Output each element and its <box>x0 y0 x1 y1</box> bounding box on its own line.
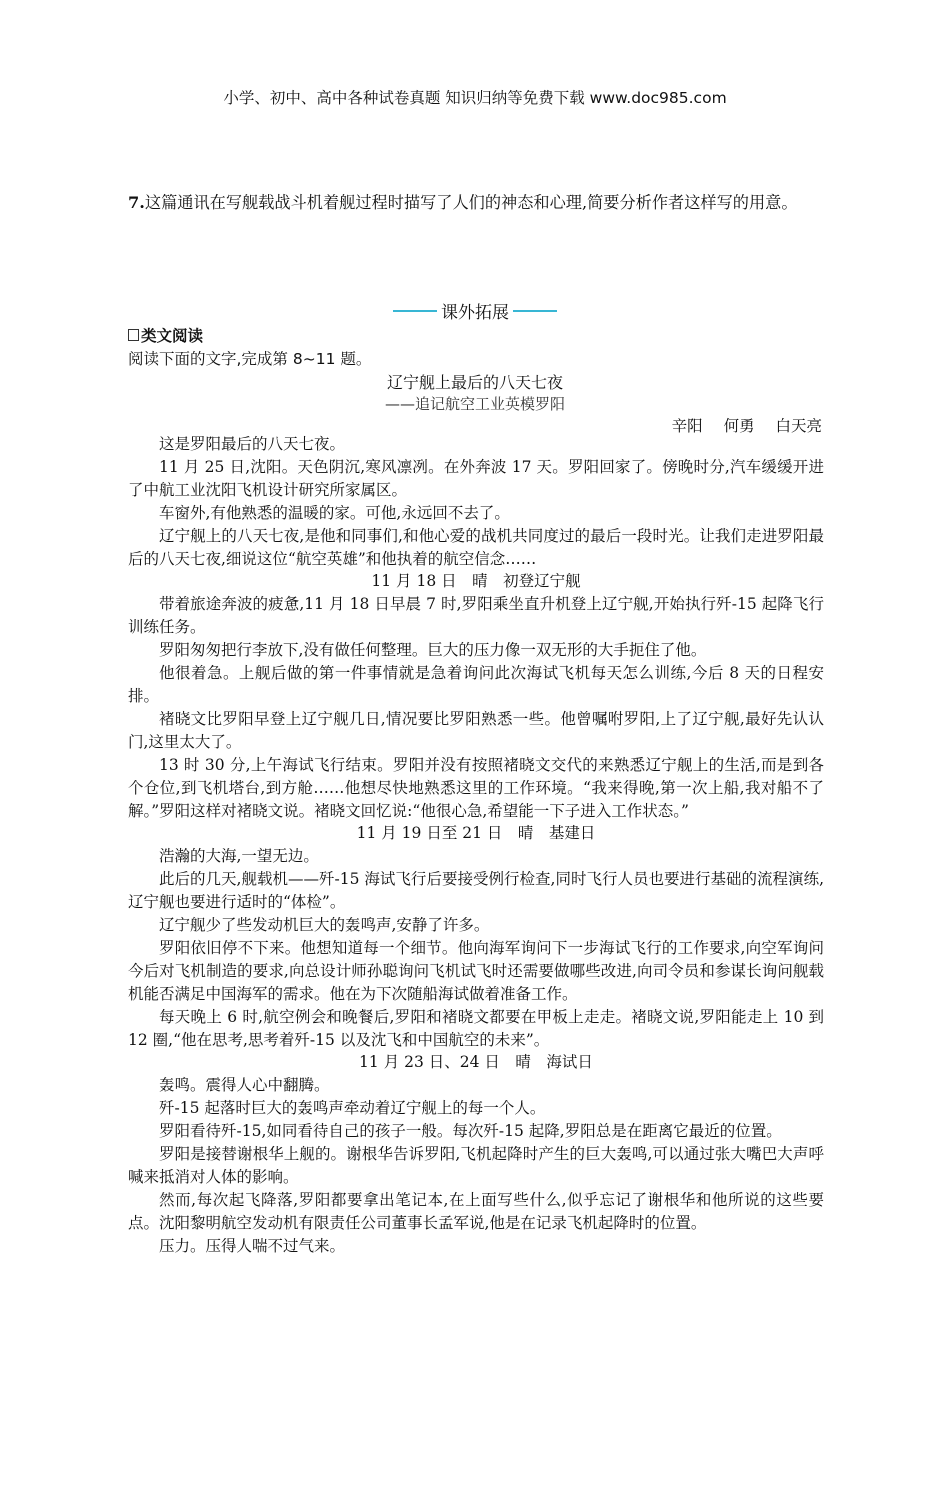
paragraph: 罗阳看待歼-15,如同看待自己的孩子一般。每次歼-15 起降,罗阳总是在距离它最近的位置。 <box>159 1122 782 1141</box>
paragraph: 罗阳是接替谢根华上舰的。谢根华告诉罗阳,飞机起降时产生的巨大轰鸣,可以通过张大嘴巴大声呼喊来抵消对人体的影响。 <box>128 1145 824 1186</box>
article-subtitle: ——追记航空工业英模罗阳 <box>384 395 565 413</box>
date-heading: 11 月 23 日、24 日 晴 海试日 <box>359 1053 593 1072</box>
paragraph: 罗阳依旧停不下来。他想知道每一个细节。他向海军询问下一步海试飞行的工作要求,向空军询问今后对飞机制造的要求,向总设计师孙聪询问飞机试飞时还需要做哪些改进,向司令员和参谋长询问舰载机能否满足中国海军的需求。他在为下次随船海试做着准备工作。 <box>128 938 824 1003</box>
paragraph: 轰鸣。震得人心中翻腾。 <box>159 1076 330 1095</box>
section-heading <box>0 298 950 323</box>
square-icon <box>128 329 139 341</box>
date-heading: 11 月 18 日 晴 初登辽宁舰 <box>371 572 581 591</box>
paragraph: 车窗外,有他熟悉的温暖的家。可他,永远回不去了。 <box>159 503 510 522</box>
paragraph: 浩瀚的大海,一望无边。 <box>159 847 319 866</box>
article-body <box>128 433 824 1258</box>
paragraph: 带着旅途奔波的疲惫,11 月 18 日早晨 7 时,罗阳乘坐直升机登上辽宁舰,开始执行歼-15 起降飞行训练任务。 <box>128 595 824 637</box>
article-title: 辽宁舰上最后的八天七夜 <box>386 373 563 392</box>
paragraph: 压力。压得人喘不过气来。 <box>159 1236 346 1255</box>
paragraph: 辽宁舰少了些发动机巨大的轰鸣声,安静了许多。 <box>159 916 490 935</box>
paragraph: 13 时 30 分,上午海试飞行结束。罗阳并没有按照褚晓文交代的来熟悉辽宁舰上的生活,而是到各个仓位,到飞机塔台,到方舱……他想尽快地熟悉这里的工作环境。“我来得晚,第一次上船,我对船不了解。”罗阳这样对褚晓文说。褚晓文回忆说:“他很心急,希望能一下子进入工作状态。” <box>128 755 824 820</box>
question-7 <box>128 191 828 215</box>
section-title: 课外拓展 <box>441 303 509 323</box>
paragraph: 罗阳匆匆把行李放下,没有做任何整理。巨大的压力像一双无形的大手扼住了他。 <box>159 641 707 660</box>
paragraph: 他很着急。上舰后做的第一件事情就是急着询问此次海试飞机每天怎么训练,今后 8 天的日程安排。 <box>128 664 824 705</box>
paragraph: 此后的几天,舰载机——歼-15 海试飞行后要接受例行检查,同时飞行人员也要进行基础的流程演练,辽宁舰也要进行适时的“体检”。 <box>128 870 824 912</box>
paragraph: 这是罗阳最后的八天七夜。 <box>159 435 346 453</box>
paragraph: 然而,每次起飞降落,罗阳都要拿出笔记本,在上面写些什么,似乎忘记了谢根华和他所说的这些要点。沈阳黎明航空发动机有限责任公司董事长孟军说,他是在记录飞机起降时的位置。 <box>128 1190 824 1232</box>
article-authors: 辛阳 何勇 白天亮 <box>671 417 822 435</box>
subsection-title: 类文阅读 <box>141 327 204 345</box>
paragraph: 褚晓文比罗阳早登上辽宁舰几日,情况要比罗阳熟悉一些。他曾嘱咐罗阳,上了辽宁舰,最好先认认门,这里太大了。 <box>128 709 824 751</box>
question-number: 7. <box>128 193 145 212</box>
paragraph: 11 月 25 日,沈阳。天色阴沉,寒风凛冽。在外奔波 17 天。罗阳回家了。傍晚时分,汽车缓缓开进了中航工业沈阳飞机设计研究所家属区。 <box>128 457 824 499</box>
heading-rule-left <box>393 310 437 312</box>
paragraph: 歼-15 起落时巨大的轰鸣声牵动着辽宁舰上的每一个人。 <box>159 1099 546 1118</box>
subsection-heading <box>128 324 203 346</box>
heading-rule-right <box>513 310 557 312</box>
date-heading: 11 月 19 日至 21 日 晴 基建日 <box>356 824 596 843</box>
question-text: 这篇通讯在写舰载战斗机着舰过程时描写了人们的神态和心理,简要分析作者这样写的用意。 <box>144 193 798 212</box>
paragraph: 每天晚上 6 时,航空例会和晚餐后,罗阳和褚晓文都要在甲板上走走。褚晓文说,罗阳能走上 10 到 12 圈,“他在思考,思考着歼-15 以及沈飞和中国航空的未来”。 <box>128 1007 824 1049</box>
reading-instruction: 阅读下面的文字,完成第 8~11 题。 <box>128 350 372 368</box>
page-header: 小学、初中、高中各种试卷真题 知识归纳等免费下载 www.doc985.com <box>223 89 727 107</box>
paragraph: 辽宁舰上的八天七夜,是他和同事们,和他心爱的战机共同度过的最后一段时光。让我们走进罗阳最后的八天七夜,细说这位“航空英雄”和他执着的航空信念…… <box>128 526 824 568</box>
